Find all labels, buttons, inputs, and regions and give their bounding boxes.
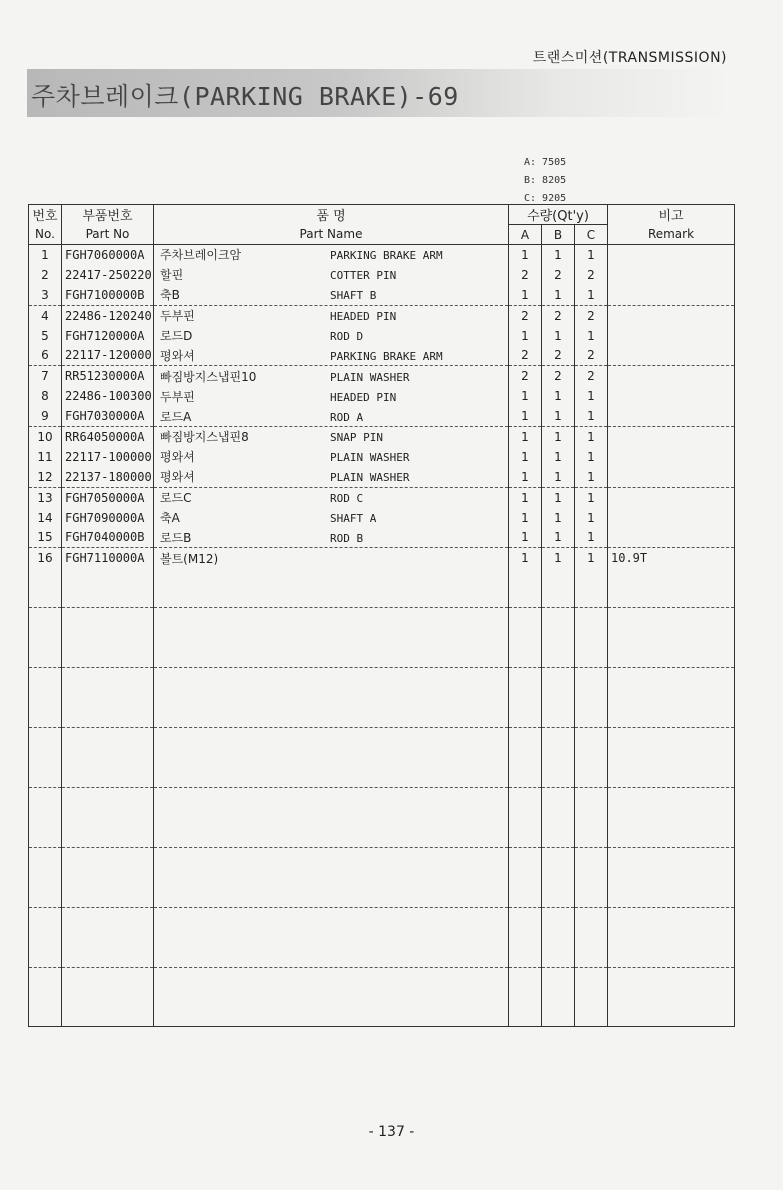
empty-cell — [608, 968, 735, 1027]
row-part-no: RR51230000A — [62, 366, 154, 386]
row-remark — [608, 527, 735, 547]
table-row — [29, 427, 735, 447]
empty-cell — [62, 908, 154, 968]
model-legend — [524, 154, 566, 208]
row-qty-b: 1 — [542, 386, 575, 406]
row-no: 16 — [29, 548, 62, 568]
table-row — [29, 548, 735, 568]
page-number: - 137 - — [368, 1124, 415, 1140]
row-qty-b: 1 — [542, 427, 575, 447]
row-name-en: PARKING BRAKE ARM — [330, 349, 443, 363]
row-part-name — [154, 366, 509, 386]
row-name-en: PARKING BRAKE ARM — [330, 249, 443, 263]
row-qty-a: 1 — [509, 447, 542, 467]
row-part-name — [154, 527, 509, 547]
row-part-no: FGH7060000A — [62, 245, 154, 265]
row-remark — [608, 326, 735, 346]
row-part-no: FGH7050000A — [62, 487, 154, 507]
empty-cell — [608, 908, 735, 968]
empty-cell — [29, 728, 62, 788]
row-remark — [608, 366, 735, 386]
empty-cell — [62, 848, 154, 908]
row-name-kr: 로드A — [160, 409, 192, 424]
empty-cell — [575, 968, 608, 1027]
row-qty-b: 1 — [542, 406, 575, 426]
row-qty-b: 1 — [542, 447, 575, 467]
empty-cell — [608, 568, 735, 608]
col-name-kr: 품 명 — [154, 205, 509, 225]
row-part-name — [154, 406, 509, 426]
row-qty-c: 1 — [575, 527, 608, 547]
row-qty-c: 2 — [575, 265, 608, 285]
empty-cell — [542, 848, 575, 908]
row-part-no: FGH7090000A — [62, 508, 154, 528]
empty-cell — [154, 968, 509, 1027]
empty-cell — [154, 788, 509, 848]
row-qty-c: 1 — [575, 508, 608, 528]
row-qty-c: 1 — [575, 548, 608, 568]
row-no: 14 — [29, 508, 62, 528]
row-qty-c: 1 — [575, 467, 608, 487]
row-name-en: SHAFT B — [330, 289, 377, 303]
table-row — [29, 487, 735, 507]
empty-cell — [62, 568, 154, 608]
row-no: 13 — [29, 487, 62, 507]
empty-cell — [29, 968, 62, 1027]
empty-cell — [62, 968, 154, 1027]
col-no-en: No. — [29, 225, 62, 245]
row-no: 8 — [29, 386, 62, 406]
row-name-kr: 로드D — [160, 329, 193, 343]
empty-cell — [575, 788, 608, 848]
row-no: 10 — [29, 427, 62, 447]
row-qty-c: 1 — [575, 285, 608, 305]
empty-cell — [542, 908, 575, 968]
row-name-kr: 평와셔 — [160, 470, 195, 485]
row-qty-b: 1 — [542, 508, 575, 528]
row-part-no: 22137-180000 — [62, 467, 154, 487]
row-name-en: HEADED PIN — [330, 310, 397, 324]
row-remark — [608, 345, 735, 365]
row-part-name — [154, 326, 509, 346]
empty-cell — [29, 668, 62, 728]
row-name-en: PLAIN WASHER — [330, 471, 410, 485]
table-row — [29, 406, 735, 426]
row-name-en: PLAIN WASHER — [330, 451, 410, 465]
col-remark-en: Remark — [608, 225, 735, 245]
row-remark — [608, 406, 735, 426]
empty-cell — [575, 848, 608, 908]
row-remark — [608, 285, 735, 305]
row-part-name — [154, 548, 509, 568]
empty-cell — [542, 668, 575, 728]
row-name-kr: 평와셔 — [160, 348, 195, 363]
empty-row — [29, 728, 735, 788]
section-title: 트랜스미션(TRANSMISSION) — [532, 50, 727, 66]
row-no: 12 — [29, 467, 62, 487]
empty-cell — [509, 788, 542, 848]
row-name-en: SNAP PIN — [330, 431, 383, 445]
row-part-name — [154, 345, 509, 365]
row-qty-a: 1 — [509, 285, 542, 305]
empty-cell — [509, 608, 542, 668]
model-a: A: 7505 — [524, 157, 567, 168]
table-row — [29, 366, 735, 386]
empty-cell — [608, 608, 735, 668]
row-remark — [608, 447, 735, 467]
row-part-no: 22417-250220 — [62, 265, 154, 285]
row-no: 3 — [29, 285, 62, 305]
row-qty-a: 1 — [509, 386, 542, 406]
col-part-en: Part No — [62, 225, 154, 245]
empty-cell — [29, 568, 62, 608]
empty-cell — [509, 968, 542, 1027]
row-qty-b: 2 — [542, 305, 575, 325]
row-part-name — [154, 467, 509, 487]
row-name-kr: 빠짐방지스냅핀8 — [160, 430, 249, 445]
row-remark — [608, 487, 735, 507]
table-row — [29, 467, 735, 487]
col-qty: 수량(Qt'y) — [509, 205, 608, 225]
row-name-en: ROD D — [330, 330, 364, 343]
row-part-name — [154, 427, 509, 447]
empty-cell — [542, 788, 575, 848]
table-row — [29, 345, 735, 365]
row-qty-b: 1 — [542, 326, 575, 346]
row-part-no: FGH7110000A — [62, 548, 154, 568]
row-no: 4 — [29, 305, 62, 325]
empty-cell — [542, 608, 575, 668]
empty-cell — [29, 608, 62, 668]
row-qty-a: 1 — [509, 527, 542, 547]
row-qty-b: 1 — [542, 285, 575, 305]
empty-cell — [542, 728, 575, 788]
empty-cell — [62, 788, 154, 848]
row-name-kr: 두부핀 — [160, 389, 195, 404]
row-remark — [608, 427, 735, 447]
empty-row — [29, 908, 735, 968]
row-part-name — [154, 265, 509, 285]
empty-cell — [154, 848, 509, 908]
col-a: A — [509, 225, 542, 245]
empty-cell — [29, 848, 62, 908]
row-name-en: SHAFT A — [330, 512, 377, 526]
row-qty-a: 2 — [509, 345, 542, 365]
empty-cell — [575, 608, 608, 668]
empty-cell — [154, 608, 509, 668]
row-name-kr: 평와셔 — [160, 450, 195, 465]
row-part-no: FGH7100000B — [62, 285, 154, 305]
empty-cell — [608, 728, 735, 788]
empty-cell — [542, 568, 575, 608]
row-no: 9 — [29, 406, 62, 426]
empty-cell — [608, 848, 735, 908]
empty-cell — [154, 568, 509, 608]
row-qty-b: 1 — [542, 527, 575, 547]
row-name-en: PLAIN WASHER — [330, 370, 410, 384]
row-part-no: FGH7030000A — [62, 406, 154, 426]
row-part-no: 22486-120240 — [62, 305, 154, 325]
page-title: 주차브레이크(PARKING BRAKE)-69 — [31, 82, 459, 111]
row-no: 6 — [29, 345, 62, 365]
empty-cell — [62, 608, 154, 668]
row-qty-b: 2 — [542, 345, 575, 365]
row-remark — [608, 467, 735, 487]
row-name-kr: 로드B — [160, 530, 192, 545]
row-no: 7 — [29, 366, 62, 386]
empty-cell — [62, 668, 154, 728]
row-qty-b: 2 — [542, 265, 575, 285]
row-name-kr: 축A — [160, 511, 180, 526]
empty-row — [29, 848, 735, 908]
row-name-kr: 주차브레이크암 — [160, 248, 242, 263]
empty-cell — [575, 568, 608, 608]
row-qty-b: 1 — [542, 467, 575, 487]
row-part-name — [154, 487, 509, 507]
row-name-kr: 빠짐방지스냅핀10 — [160, 369, 257, 384]
col-part-kr: 부품번호 — [62, 205, 154, 225]
row-qty-c: 1 — [575, 427, 608, 447]
row-remark: 10.9T — [608, 548, 735, 568]
empty-cell — [608, 668, 735, 728]
row-qty-b: 1 — [542, 487, 575, 507]
row-qty-c: 1 — [575, 406, 608, 426]
row-qty-a: 1 — [509, 508, 542, 528]
row-part-no: 22117-100000 — [62, 447, 154, 467]
model-b: B: 8205 — [524, 175, 567, 186]
row-no: 2 — [29, 265, 62, 285]
row-qty-a: 2 — [509, 265, 542, 285]
row-qty-b: 2 — [542, 366, 575, 386]
row-qty-a: 1 — [509, 548, 542, 568]
row-qty-a: 1 — [509, 427, 542, 447]
row-no: 11 — [29, 447, 62, 467]
row-name-en: ROD C — [330, 492, 364, 506]
row-remark — [608, 386, 735, 406]
empty-cell — [575, 908, 608, 968]
row-qty-a: 2 — [509, 305, 542, 325]
empty-cell — [575, 668, 608, 728]
row-part-name — [154, 305, 509, 325]
table-row — [29, 265, 735, 285]
row-remark — [608, 265, 735, 285]
row-qty-a: 2 — [509, 366, 542, 386]
row-qty-a: 1 — [509, 245, 542, 265]
empty-cell — [509, 728, 542, 788]
empty-cell — [29, 788, 62, 848]
col-name-en: Part Name — [154, 225, 509, 245]
row-remark — [608, 305, 735, 325]
row-part-no: FGH7040000B — [62, 527, 154, 547]
row-no: 15 — [29, 527, 62, 547]
row-qty-a: 1 — [509, 406, 542, 426]
row-qty-c: 1 — [575, 447, 608, 467]
row-qty-a: 1 — [509, 467, 542, 487]
empty-cell — [608, 788, 735, 848]
row-name-kr: 축B — [160, 288, 180, 303]
row-no: 5 — [29, 326, 62, 346]
row-qty-c: 2 — [575, 366, 608, 386]
row-qty-a: 1 — [509, 326, 542, 346]
empty-row — [29, 568, 735, 608]
empty-cell — [154, 908, 509, 968]
row-part-name — [154, 245, 509, 265]
table-row — [29, 527, 735, 547]
row-qty-b: 1 — [542, 245, 575, 265]
row-name-en: ROD A — [330, 410, 364, 424]
empty-row — [29, 668, 735, 728]
table-row — [29, 305, 735, 325]
row-name-en: COTTER PIN — [330, 269, 397, 283]
row-qty-c: 1 — [575, 326, 608, 346]
row-part-name — [154, 447, 509, 467]
table-row — [29, 508, 735, 528]
row-name-en: ROD B — [330, 531, 364, 545]
row-name-kr: 로드C — [160, 491, 192, 506]
row-qty-c: 1 — [575, 487, 608, 507]
row-part-name — [154, 508, 509, 528]
empty-cell — [542, 968, 575, 1027]
row-part-no: FGH7120000A — [62, 326, 154, 346]
row-qty-c: 1 — [575, 245, 608, 265]
table-row — [29, 326, 735, 346]
empty-cell — [29, 908, 62, 968]
empty-row — [29, 968, 735, 1027]
col-remark-kr: 비고 — [608, 205, 735, 225]
empty-row — [29, 608, 735, 668]
col-no-kr: 번호 — [29, 205, 62, 225]
row-remark — [608, 508, 735, 528]
row-no: 1 — [29, 245, 62, 265]
row-qty-c: 2 — [575, 305, 608, 325]
empty-cell — [509, 848, 542, 908]
row-name-en: HEADED PIN — [330, 390, 397, 404]
empty-cell — [154, 668, 509, 728]
row-name-kr: 두부핀 — [160, 309, 195, 324]
row-part-no: 22486-100300 — [62, 386, 154, 406]
row-remark — [608, 245, 735, 265]
empty-cell — [509, 668, 542, 728]
model-c: C: 9205 — [524, 193, 567, 204]
row-part-name — [154, 386, 509, 406]
table-body — [29, 245, 735, 1027]
empty-cell — [154, 728, 509, 788]
table-row — [29, 285, 735, 305]
empty-cell — [509, 908, 542, 968]
empty-cell — [575, 728, 608, 788]
empty-cell — [62, 728, 154, 788]
row-qty-b: 1 — [542, 548, 575, 568]
row-part-no: RR64050000A — [62, 427, 154, 447]
title-banner — [27, 69, 733, 117]
col-b: B — [542, 225, 575, 245]
table-row — [29, 245, 735, 265]
row-part-name — [154, 285, 509, 305]
row-part-no: 22117-120000 — [62, 345, 154, 365]
col-c: C — [575, 225, 608, 245]
row-name-kr: 할핀 — [160, 268, 184, 283]
row-name-kr: 볼트(M12) — [160, 551, 219, 566]
table-row — [29, 447, 735, 467]
table-row — [29, 386, 735, 406]
empty-row — [29, 788, 735, 848]
row-qty-c: 1 — [575, 386, 608, 406]
parts-table — [28, 204, 735, 1027]
row-qty-c: 2 — [575, 345, 608, 365]
row-qty-a: 1 — [509, 487, 542, 507]
empty-cell — [509, 568, 542, 608]
